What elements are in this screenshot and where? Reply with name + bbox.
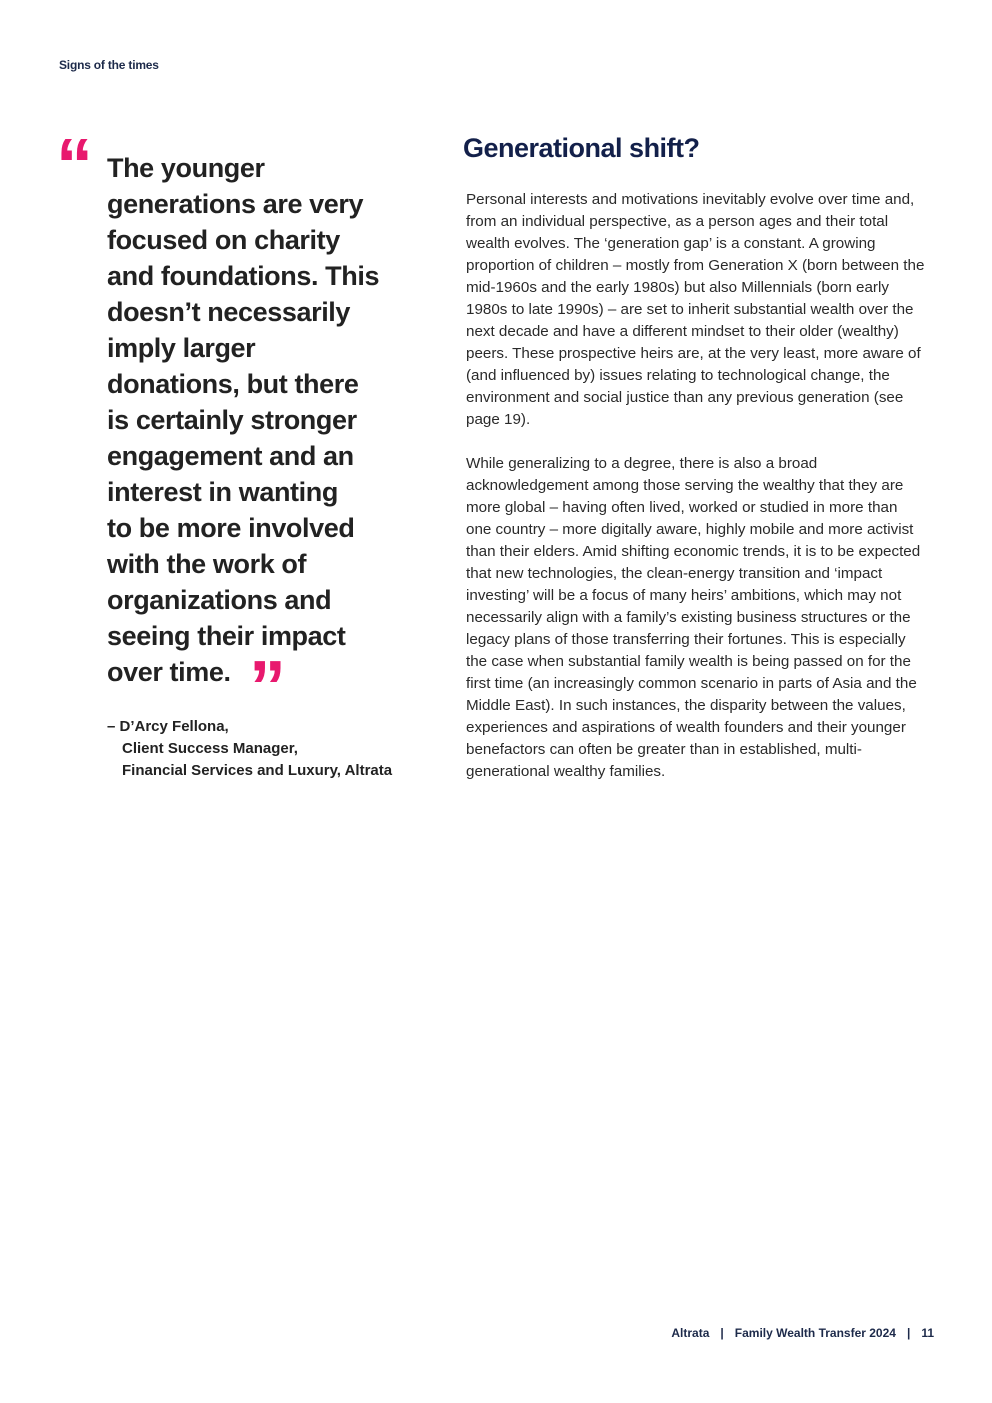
pull-quote-line: organizations and	[107, 585, 332, 615]
pull-quote-line: The younger	[107, 153, 265, 183]
page-footer	[671, 1326, 934, 1340]
quote-attribution	[107, 716, 392, 782]
pull-quote	[107, 150, 407, 690]
attribution-org: Financial Services and Luxury, Altrata	[122, 762, 393, 779]
pull-quote-line: interest in wanting	[107, 477, 338, 507]
footer-brand: Altrata	[671, 1326, 710, 1340]
article-paragraph: Personal interests and motivations inevitably evolve over time and, from an individual perspective, as a person ages and their total wealth evolves. The ‘generation gap’ is a constant. A growing proportion of children – mostly from Generation X (born between the mid-1960s and the early 1980s) but also Millennials (born early 1980s to late 1990s) – are set to inherit substantial wealth over the next decade and have a different mindset to their older (wealthy) peers. These prospective heirs are, at the very least, more aware of (and influenced by) issues relating to technological change, the environment and social justice than any previous generation (see page 19).	[466, 191, 925, 428]
close-quote-mark: ”	[249, 645, 282, 728]
pull-quote-line: generations are very	[107, 189, 364, 219]
pull-quote-line: doesn’t necessarily	[107, 297, 351, 327]
pull-quote-line: donations, but there	[107, 369, 359, 399]
pull-quote-line: focused on charity	[107, 225, 340, 255]
pull-quote-line: with the work of	[107, 549, 307, 579]
article-heading: Generational shift?	[463, 133, 700, 163]
open-quote-mark: “	[56, 123, 89, 206]
footer-separator: |	[720, 1326, 724, 1340]
pull-quote-line: and foundations. This	[107, 261, 380, 291]
pull-quote-line: over time.	[107, 657, 231, 687]
page-number: 11	[921, 1326, 934, 1340]
attribution-name: – D’Arcy Fellona,	[107, 718, 229, 735]
attribution-role: Client Success Manager,	[122, 740, 298, 757]
section-label: Signs of the times	[59, 58, 159, 72]
article-paragraph: While generalizing to a degree, there is also a broad acknowledgement among those serving the wealthy that they are more global – having often lived, worked or studied in more than one country – more digitally aware, highly mobile and more activist than their elders. Amid shifting economic trends, it is to be expected that new technologies, the clean-energy transition and ‘impact investing’ will be a focus of many heirs’ ambitions, which may not necessarily align with a family’s existing business structures or the legacy plans of those transferring their fortunes. This is especially the case when substantial family wealth is being passed on for the first time (an increasingly common scenario in parts of Asia and the Middle East). In such instances, the disparity between the values, experiences and aspirations of wealth founders and their younger benefactors can often be greater than in established, multi-generational wealthy families.	[466, 455, 921, 780]
pull-quote-line: imply larger	[107, 333, 256, 363]
pull-quote-line: engagement and an	[107, 441, 354, 471]
pull-quote-line: to be more involved	[107, 513, 355, 543]
pull-quote-line: is certainly stronger	[107, 405, 357, 435]
footer-separator: |	[906, 1326, 911, 1340]
footer-publication: Family Wealth Transfer 2024	[734, 1326, 896, 1340]
article-body	[466, 189, 926, 805]
pull-quote-line: seeing their impact	[107, 621, 346, 651]
